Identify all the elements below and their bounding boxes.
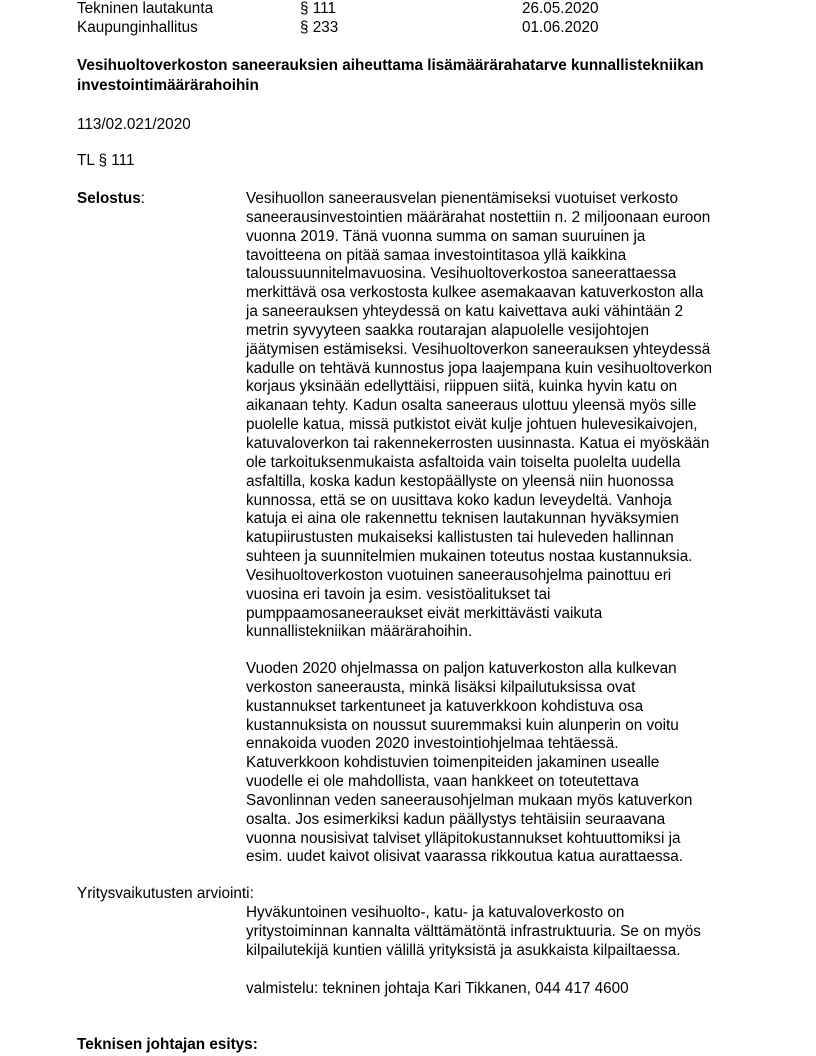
paragraph-line: taloussuunnitelmavuosina. Vesihuoltoverkostoa saneerattaessa	[246, 265, 677, 283]
paragraph-line: suhteen ja suunnitelmien mukainen toteutus nostaa kustannuksia.	[246, 548, 693, 566]
section-number: § 233	[300, 19, 339, 36]
meeting-date: 26.05.2020	[522, 0, 599, 17]
paragraph-line: verkoston saneerausta, minkä lisäksi kilpailutuksissa ovat	[246, 678, 636, 696]
paragraph-line: vuodelle ei ole mahdollista, vaan hankkeet on toteutettava	[246, 773, 639, 791]
paragraph-line: metrin syvyyteen saakka routarajan alapuolelle vesijohtojen	[246, 321, 650, 339]
paragraph-line: katuja ei aina ole rakennettu teknisen lautakunnan hyväksymien	[246, 510, 679, 528]
paragraph-line: kunnallistekniikan määrärahoihin.	[246, 623, 473, 641]
header-row-2	[77, 19, 777, 37]
paragraph-line: Vesihuollon saneerausvelan pienentämiseksi vuotuiset verkosto	[246, 190, 678, 207]
yritysvaikutukset-label: Yritysvaikutusten arviointi:	[77, 885, 254, 902]
paragraph-line: puolelle katua, missä putkistot eivät kulje johtuen hulevesikaivojen,	[246, 416, 698, 434]
selostus-label	[77, 190, 145, 208]
paragraph-line: kustannuksista on noussut suuremmaksi kuin alunperin on voitu	[246, 716, 679, 734]
paragraph-line: katuvaloverkon tai rakennekerrosten uusinnasta. Katua ei myöskään	[246, 434, 710, 452]
section-number: § 111	[300, 0, 337, 17]
paragraph-line: pumppaamosaneeraukset eivät merkittävästi vaikuta	[246, 604, 603, 622]
selostus-paragraph-2	[246, 660, 746, 867]
paragraph-line: saneerausinvestointien määrärahat nostettiin n. 2 miljoonaan euroon	[246, 208, 711, 226]
paragraph-line: aikanaan tehty. Kadun osalta saneeraus ulottuu yleensä myös sille	[246, 397, 697, 415]
paragraph-line: Hyväkuntoinen vesihuolto-, katu- ja katuvaloverkosto on	[246, 904, 625, 921]
paragraph-line: vuosina eri tavoin ja esim. vesistöalitukset tai	[246, 585, 551, 603]
meeting-body: Kaupunginhallitus	[77, 19, 198, 36]
paragraph-line: kunnossa, että se on uusittava koko kadun leveydeltä. Vanhoja	[246, 491, 672, 509]
paragraph-line: Savonlinnan veden saneerausohjelman mukaan myös katuverkon	[246, 791, 693, 809]
paragraph-line: jäätymisen estämiseksi. Vesihuoltoverkon saneerauksen yhteydessä	[246, 340, 711, 358]
paragraph-line: kustannukset tarkentuneet ja katuverkkoon kohdistuva osa	[246, 697, 644, 715]
paragraph-line: tavoitteena on pitää samaa investointitasoa yllä kaikkina	[246, 246, 627, 264]
paragraph-line: Vesihuoltoverkoston vuotuinen saneerausohjelma painottuu eri	[246, 566, 672, 584]
reference: TL § 111	[77, 152, 135, 169]
paragraph-line: esim. uudet kaivot olisivat vaarassa rikkoutua katua aurattaessa.	[246, 848, 684, 866]
esitys-heading: Teknisen johtajan esitys:	[77, 1036, 258, 1053]
paragraph-line: korjaus yksinään edellyttäisi, riippuen siitä, kuinka hyvin katu on	[246, 378, 678, 396]
paragraph-line: Vuoden 2020 ohjelmassa on paljon katuverkoston alla kulkevan	[246, 660, 677, 677]
selostus-paragraph-1	[246, 190, 746, 642]
paragraph-line: kadulle on tehtävä kunnostus jopa laajempana kuin vesihuoltoverkon	[246, 359, 713, 377]
paragraph-line: osalta. Jos esimerkiksi kadun päällystys tehtäisiin seuraavana	[246, 810, 666, 828]
paragraph-line: katupiirustusten mukaiseksi kallistusten tai huleveden hallinnan	[246, 529, 674, 547]
meeting-date: 01.06.2020	[522, 19, 599, 36]
selostus-label-text: Selostus	[77, 190, 141, 207]
header-row-1	[77, 0, 777, 18]
paragraph-line: vuonna 2019. Tänä vuonna summa on saman suuruinen ja	[246, 227, 646, 245]
yritysvaikutukset-paragraph	[246, 904, 746, 961]
title-line: Vesihuoltoverkoston saneerauksien aiheuttama lisämäärärahatarve kunnallistekniikan	[77, 57, 704, 74]
paragraph-line: ole tarkoituksenmukaista asfaltoida vain toiselta puolelta uudella	[246, 453, 681, 471]
paragraph-line: asfaltilla, koska kadun kestopäällyste on yleensä niin huonossa	[246, 472, 674, 490]
paragraph-line: Katuverkkoon kohdistuvien toimenpiteiden jakaminen usealle	[246, 754, 660, 772]
paragraph-line: vuonna nousisivat talviset ylläpitokustannukset kohtuuttomiksi ja	[246, 829, 681, 847]
paragraph-line: ennakoida vuoden 2020 investointiohjelmaa tehtäessä.	[246, 735, 619, 753]
paragraph-line: merkittävä osa verkostosta kulkee asemakaavan katuverkoston alla	[246, 284, 704, 302]
paragraph-line: kilpailutekijä kuntien välillä yrityksistä ja asukkaista kilpailtaessa.	[246, 941, 681, 959]
title-line: investointimäärärahoihin	[77, 77, 259, 94]
case-number: 113/02.021/2020	[77, 116, 191, 133]
document-title	[77, 56, 757, 96]
selostus-label-colon: :	[140, 190, 146, 207]
meeting-body: Tekninen lautakunta	[77, 0, 214, 17]
paragraph-line: ja saneerauksen yhteydessä on katu kaivettava auki vähintään 2	[246, 303, 684, 321]
paragraph-line: yritystoiminnan kannalta välttämätöntä infrastruktuuria. Se on myös	[246, 922, 701, 940]
prepared-by: valmistelu: tekninen johtaja Kari Tikkanen, 044 417 4600	[246, 980, 629, 997]
